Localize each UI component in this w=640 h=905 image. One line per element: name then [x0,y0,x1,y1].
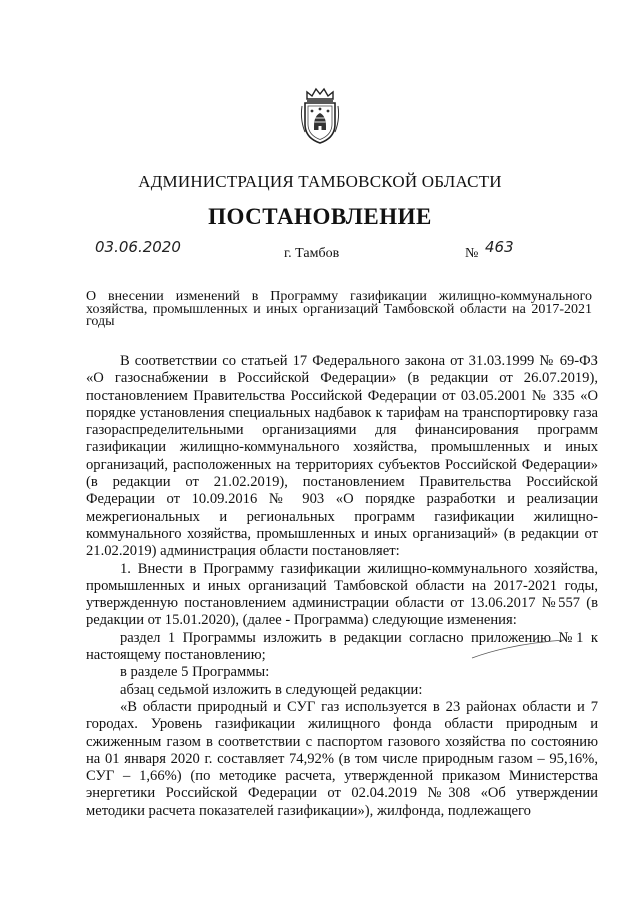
paragraph-section-1: раздел 1 Программы изложить в редакции согласно приложению №1 к настоящему постановлению; [86,629,598,664]
document-date: 03.06.2020 [95,238,181,256]
paragraph-abzac-7: абзац седьмой изложить в следующей редакции: [120,681,423,698]
seal-stamp-fragment-icon [470,638,566,660]
document-city: г. Тамбов [284,246,340,261]
document-body [86,353,598,820]
document-subject: О внесении изменений в Программу газификации жилищно-коммунального хозяйства, промышленных и иных организаций Тамбовской области на 2017-2021 годы [86,289,592,329]
paragraph-preamble: В соответствии со статьей 17 Федерального закона от 31.03.1999 № 69-ФЗ «О газоснабжении в Российской Федерации» (в редакции от 26.07.2019), постановлением Правительства Российской Федерации от 03.05.2001 № 335 «О порядке установления специальных надбавок к тарифам на транспортировку газа газораспределительными организациями для финансирования программ газификации жилищно-коммунального хозяйства, промышленных и иных организаций, расположенных на территориях субъектов Российской Федерации» (в редакции от 21.02.2019), постановлением Правительства Российской Федерации от 10.09.2016 № 903 «О порядке разработки и реализации межрегиональных и региональных программ газификации жилищно-коммунального хозяйства, промышленных и иных организаций» (в редакции от 21.02.2019) администрация области постановляет: [86,353,598,560]
paragraph-quote: «В области природный и СУГ газ используется в 23 районах области и 7 городах. Уровень газификации жилищного фонда области природным и сжиженным газом в соответствии с паспортом газового хозяйства по состоянию на 01 января 2020 г. составляет 74,92% (в том числе природным газом – 95,16%, СУГ – 1,66%) (по методике расчета, утвержденной приказом Министерства энергетики Российской Федерации от 02.04.2019 №308 «Об утверждении методики расчета показателей газификации»), жилфонда, подлежащего [86,698,598,819]
paragraph-section-5: в разделе 5 Программы: [120,664,270,681]
paragraph-item-1: 1. Внести в Программу газификации жилищно-коммунального хозяйства, промышленных и иных организаций Тамбовской области на 2017-2021 годы, утвержденную постановлением администрации области от 13.06.2017 №557 (в редакции от 15.01.2020), (далее - Программа) следующие изменения: [86,560,598,629]
authority-name: АДМИНИСТРАЦИЯ ТАМБОВСКОЙ ОБЛАСТИ [138,172,502,191]
number-sign: № [465,246,479,261]
document-number: 463 [485,238,514,256]
tambov-coat-of-arms-icon [298,86,342,146]
document-type-title: ПОСТАНОВЛЕНИЕ [208,204,432,229]
